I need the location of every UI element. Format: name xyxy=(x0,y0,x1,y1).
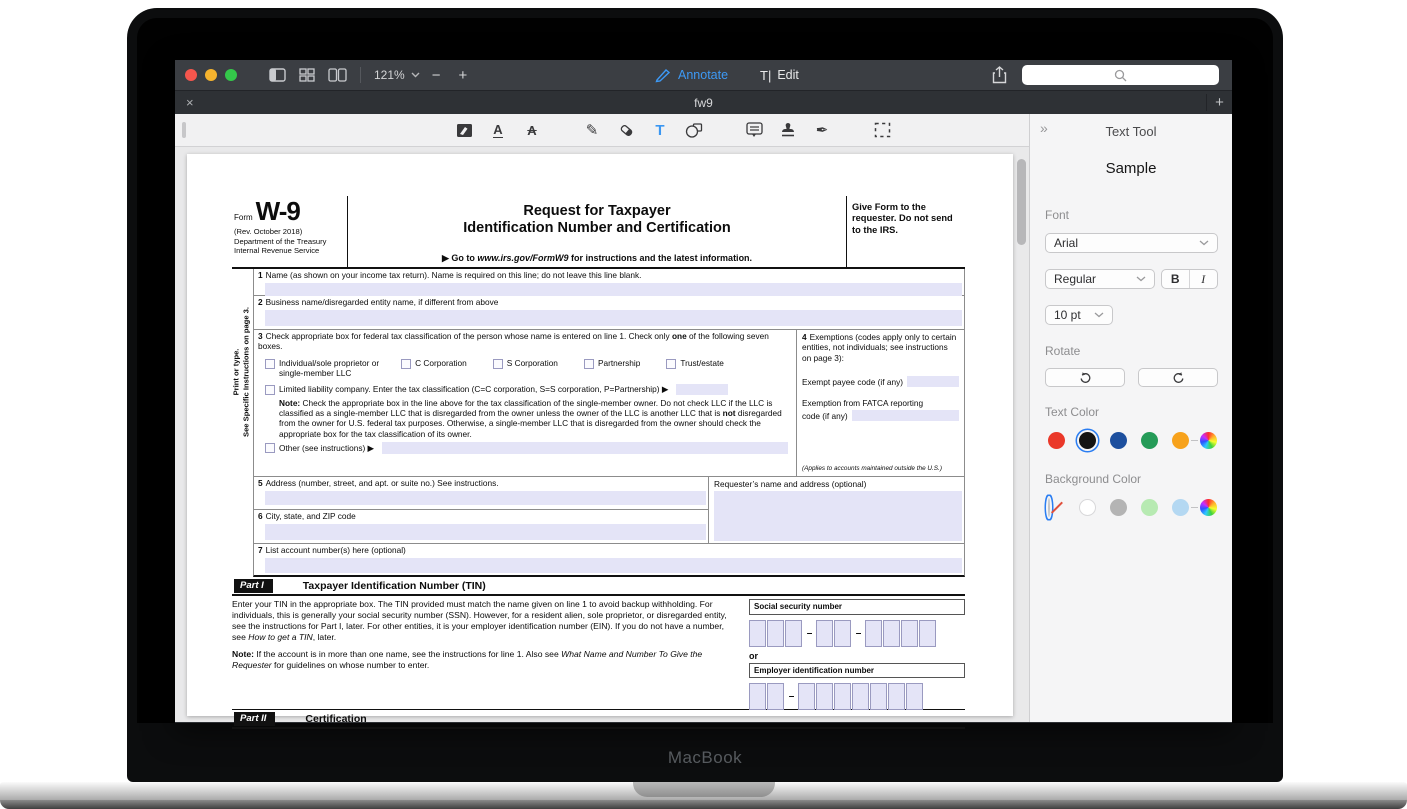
toolbar-divider xyxy=(360,67,361,83)
ssn-cells: – – xyxy=(749,620,965,647)
ein-cell[interactable] xyxy=(870,683,887,710)
trust-estate-label: Trust/estate xyxy=(680,358,724,369)
pdf-app-window xyxy=(175,60,1232,723)
requester-label: Requester’s name and address (optional) xyxy=(714,479,867,489)
macbook-screen xyxy=(137,18,1273,723)
edit-tab[interactable] xyxy=(760,68,799,83)
ein-cell[interactable] xyxy=(749,683,766,710)
requester-field[interactable] xyxy=(714,491,962,541)
font-size-select[interactable]: 10 pt xyxy=(1045,305,1113,325)
vertical-scrollbar[interactable] xyxy=(1017,159,1026,245)
macbook-base-notch xyxy=(633,782,775,797)
part2-header xyxy=(232,709,965,729)
ssn-cell[interactable] xyxy=(919,620,936,647)
shapes-tool-button[interactable] xyxy=(684,120,704,140)
partnership-checkbox[interactable] xyxy=(584,359,594,369)
pencil-icon: ✎ xyxy=(585,122,599,139)
partnership-label: Partnership xyxy=(597,358,641,369)
ssn-cell[interactable] xyxy=(865,620,882,647)
share-icon xyxy=(992,66,1007,84)
city-state-zip-field[interactable] xyxy=(265,524,706,540)
form-title-line2: Identification Number and Certification xyxy=(463,219,731,236)
individual-checkbox[interactable] xyxy=(265,359,275,369)
other-field[interactable] xyxy=(382,442,788,454)
exemptions-cell: 4 Exemptions (codes apply only to certain entities, not individuals; see instructions on page 3): Exempt payee code (if any) Exemption from FATCA reporting code (if any) (Applies to accounts maintained outside the U.S.) xyxy=(797,330,964,476)
ein-cell[interactable] xyxy=(767,683,784,710)
sidebar-title: Text Tool xyxy=(1105,124,1157,139)
exempt-payee-row xyxy=(802,376,959,387)
s-corporation-checkbox[interactable] xyxy=(493,359,503,369)
annotate-tab[interactable] xyxy=(655,68,728,82)
eraser-icon xyxy=(618,123,635,138)
ssn-cell[interactable] xyxy=(785,620,802,647)
sample-preview: Sample xyxy=(1105,160,1157,177)
exempt-payee-field[interactable] xyxy=(907,376,959,387)
text-tool-sidebar xyxy=(1029,114,1232,722)
annotation-toolbar xyxy=(175,114,1029,147)
strikeout-icon: A xyxy=(527,122,537,138)
search-icon xyxy=(1114,69,1127,82)
view-buttons xyxy=(269,68,347,82)
rotate-clockwise-icon xyxy=(1172,371,1185,384)
ein-cell[interactable] xyxy=(852,683,869,710)
ein-cell[interactable] xyxy=(906,683,923,710)
ein-cells: – xyxy=(749,683,965,710)
trust-estate-checkbox[interactable] xyxy=(666,359,676,369)
macbook-shell xyxy=(127,8,1283,782)
background-color-picker-wheel[interactable] xyxy=(1200,499,1217,516)
line1-label: Name (as shown on your income tax return). Name is required on this line; do not leave this line blank. xyxy=(265,270,642,280)
ssn-cell[interactable] xyxy=(834,620,851,647)
form-row-3-4 xyxy=(254,330,964,477)
ein-cell[interactable] xyxy=(834,683,851,710)
thumbnails-view-icon[interactable] xyxy=(299,68,315,82)
line6-label: City, state, and ZIP code xyxy=(265,511,356,521)
stamp-tool-button[interactable] xyxy=(778,120,798,140)
text-tool-button[interactable] xyxy=(650,120,670,140)
sidebar-toggle-icon[interactable] xyxy=(269,68,286,82)
macbook-base xyxy=(0,782,1407,800)
line5-label: Address (number, street, and apt. or suite no.) See instructions. xyxy=(265,478,499,488)
zoom-window-button[interactable] xyxy=(225,69,237,81)
ein-cell[interactable] xyxy=(798,683,815,710)
tab-title[interactable]: fw9 xyxy=(694,95,713,110)
background-color-blue-swatch[interactable] xyxy=(1172,499,1189,516)
underline-tool-button[interactable] xyxy=(488,120,508,140)
ssn-cell[interactable] xyxy=(767,620,784,647)
form-row-5: 5 Address (number, street, and apt. or suite no.) See instructions. xyxy=(254,477,708,510)
llc-label: Limited liability company. Enter the tax classification (C=C corporation, S=S corporation, P=Partnership) ▶ xyxy=(279,384,669,395)
exempt-payee-label: Exempt payee code (if any) xyxy=(802,376,903,387)
gutter-rotated-text xyxy=(233,269,253,476)
note-tool-button[interactable] xyxy=(744,120,764,140)
ein-cell[interactable] xyxy=(888,683,905,710)
macbook-brand-label: MacBook xyxy=(667,748,743,767)
fatca-field[interactable] xyxy=(852,410,959,421)
annotate-pen-icon xyxy=(655,68,671,82)
chevron-down-icon xyxy=(1199,240,1209,246)
llc-classification-field[interactable] xyxy=(676,384,728,395)
ssn-cell[interactable] xyxy=(816,620,833,647)
llc-checkbox[interactable] xyxy=(265,385,275,395)
fatca-label-line2: code (if any) xyxy=(802,411,848,422)
text-color-green-swatch[interactable] xyxy=(1141,432,1158,449)
form-number: W-9 xyxy=(255,196,300,226)
annotate-label: Annotate xyxy=(678,68,729,82)
w9-title-cell xyxy=(348,196,847,267)
other-checkbox[interactable] xyxy=(265,443,275,453)
signature-tool-button[interactable] xyxy=(812,120,832,140)
background-color-white-swatch[interactable] xyxy=(1079,499,1096,516)
share-button[interactable] xyxy=(992,66,1007,89)
line7-label: List account number(s) here (optional) xyxy=(265,545,406,555)
form-department: Department of the Treasury xyxy=(234,236,327,246)
part1-body xyxy=(232,596,965,709)
ssn-cell[interactable] xyxy=(883,620,900,647)
tab-bar xyxy=(175,90,1232,114)
new-tab-button[interactable]: + xyxy=(1206,94,1232,111)
or-label: or xyxy=(749,650,758,661)
rotate-right-button[interactable] xyxy=(1138,368,1218,387)
applies-note: (Applies to accounts maintained outside the U.S.) xyxy=(802,465,942,472)
pencil-tool-button[interactable] xyxy=(582,120,602,140)
classification-checkboxes xyxy=(265,358,796,379)
form-row-1: 1 Name (as shown on your income tax return). Name is required on this line; do not leave this line blank. xyxy=(254,269,964,296)
font-style-select[interactable]: Regular xyxy=(1045,269,1155,289)
bold-italic-toggle xyxy=(1161,269,1218,289)
part2-title: Certification xyxy=(305,712,367,725)
form-title-line1: Request for Taxpayer xyxy=(523,203,671,219)
strikeout-tool-button[interactable] xyxy=(522,120,542,140)
background-color-gray-swatch[interactable] xyxy=(1110,499,1127,516)
underline-icon: A xyxy=(493,121,503,137)
edit-label: Edit xyxy=(777,68,799,82)
exemptions-label: Exemptions (codes apply only to certain entities, not individuals; see instructions on page 3): xyxy=(802,332,957,363)
highlight-icon xyxy=(456,123,473,138)
ein-cell[interactable] xyxy=(816,683,833,710)
toolbar-drag-handle[interactable] xyxy=(182,122,186,138)
minimize-window-button[interactable] xyxy=(205,69,217,81)
close-window-button[interactable] xyxy=(185,69,197,81)
edit-text-icon: T| xyxy=(760,67,772,83)
ssn-cell[interactable] xyxy=(901,620,918,647)
individual-label: Individual/sole proprietor or single-member LLC xyxy=(279,358,380,379)
business-name-field[interactable] xyxy=(265,310,962,326)
ssn-cell[interactable] xyxy=(749,620,766,647)
line3-label: Check appropriate box for federal tax classification of the person whose name is entered on line 1. Check only one of the following seven boxes. xyxy=(258,331,769,351)
c-corporation-label: C Corporation xyxy=(415,358,467,369)
account-numbers-field[interactable] xyxy=(265,558,962,573)
eraser-tool-button[interactable] xyxy=(616,120,636,140)
w9-header xyxy=(232,196,965,269)
highlight-tool-button[interactable] xyxy=(454,120,474,140)
rotate-counterclockwise-icon xyxy=(1079,371,1092,384)
tab-close-button[interactable]: × xyxy=(186,95,194,110)
llc-row xyxy=(265,384,788,395)
other-label: Other (see instructions) ▶ xyxy=(279,442,374,453)
bold-button[interactable]: B xyxy=(1162,270,1190,288)
document-canvas[interactable] xyxy=(175,147,1029,725)
signature-pen-icon: ✒ xyxy=(815,122,829,139)
rotate-section-label: Rotate xyxy=(1045,344,1081,358)
s-corporation-label: S Corporation xyxy=(506,358,558,369)
selection-tool-button[interactable] xyxy=(872,120,892,140)
form-row-2: 2 Business name/disregarded entity name, if different from above xyxy=(254,296,964,330)
requester-cell xyxy=(709,477,964,543)
tax-classification-cell: 3 Check appropriate box for federal tax classification of the person whose name is entered on line 1. Check only one of the following seven boxes. Individual/sole proprietor or single-member LLC C Corporation S Corporation Partnership Trust/estate Limited liability company. Enter the tax classification (C=C corporation, S=S corporation, P=Partnership) ▶ Note: Check the appropriate box in the line above for the tax classification of the single-member owner. Do not check LLC if the LLC is classified as a single-member LLC that is disregarded from the owner unless the owner of the LLC is another LLC that is not disregarded from the owner for U.S. federal tax purposes. Otherwise, a single-member LLC that is disregarded from the owner should check the appropriate box for the tax classification of its owner. Other (see instructions) ▶ xyxy=(254,330,797,476)
c-corporation-checkbox[interactable] xyxy=(401,359,411,369)
shapes-icon xyxy=(685,123,703,138)
gutter-line1: Print or type. xyxy=(231,348,241,396)
text-tool-icon: T xyxy=(655,121,665,139)
text-color-orange-swatch[interactable] xyxy=(1172,432,1189,449)
text-color-picker-wheel[interactable] xyxy=(1200,432,1217,449)
part1-badge: Part I xyxy=(234,579,273,593)
window-toolbar xyxy=(175,60,1232,90)
chevron-down-icon xyxy=(1094,312,1104,318)
w9-form-id-cell xyxy=(232,196,348,267)
rotate-left-button[interactable] xyxy=(1045,368,1125,387)
italic-button[interactable]: I xyxy=(1201,271,1206,286)
ssn-label: Social security number xyxy=(749,599,965,615)
form-revision: (Rev. October 2018) xyxy=(234,227,303,236)
form-row-6: 6 City, state, and ZIP code xyxy=(254,510,708,543)
text-color-red-swatch[interactable] xyxy=(1048,432,1065,449)
font-section-label: Font xyxy=(1045,208,1070,222)
font-family-select[interactable]: Arial xyxy=(1045,233,1218,253)
zoom-in-button[interactable]: + xyxy=(458,66,468,84)
two-page-view-icon[interactable] xyxy=(328,68,347,82)
background-color-green-swatch[interactable] xyxy=(1141,499,1158,516)
fatca-label-line1: Exemption from FATCA reporting xyxy=(802,398,924,409)
form-goto-line: ▶ Go to www.irs.gov/FormW9 for instructions and the latest information. xyxy=(441,253,753,263)
collapse-sidebar-button[interactable]: » xyxy=(1040,120,1048,136)
swatch-separator xyxy=(1191,507,1198,508)
name-field[interactable] xyxy=(265,283,962,296)
comment-icon xyxy=(746,122,763,138)
part1-title: Taxpayer Identification Number (TIN) xyxy=(302,579,486,592)
gutter-line2: See Specific Instructions on page 3. xyxy=(241,307,251,437)
form-row-7: 7 List account number(s) here (optional) xyxy=(254,544,964,575)
background-color-section-label: Background Color xyxy=(1045,472,1142,486)
zoom-out-button[interactable]: − xyxy=(431,66,441,84)
stamp-icon xyxy=(780,122,796,138)
give-form-note: Give Form to the requester. Do not send to the IRS. xyxy=(852,202,953,235)
part1-header xyxy=(232,577,965,596)
address-field[interactable] xyxy=(265,491,706,505)
selection-marquee-icon xyxy=(874,122,891,138)
ein-label: Employer identification number xyxy=(749,663,965,679)
llc-note: Note: Check the appropriate box in the line above for the tax classification of the single-member owner. Do not check LLC if the LLC is classified as a single-member LLC that is disregarded from the owner unless the owner of the LLC is another LLC that is not disregarded from the owner for U.S. federal tax purposes. Otherwise, a single-member LLC that is disregarded from the owner should check the appropriate box for the tax classification of its owner. xyxy=(279,397,782,439)
form-word: Form xyxy=(234,213,253,222)
part2-badge: Part II xyxy=(234,712,275,726)
tin-boxes xyxy=(740,599,965,709)
other-row xyxy=(265,442,788,454)
line2-label: Business name/disregarded entity name, if different from above xyxy=(265,297,499,307)
zoom-level-label[interactable]: 121% xyxy=(374,68,405,82)
chevron-down-icon xyxy=(1136,276,1146,282)
form-service: Internal Revenue Service xyxy=(234,245,320,255)
text-color-section-label: Text Color xyxy=(1045,405,1100,419)
document-area xyxy=(175,114,1029,725)
swatch-separator xyxy=(1191,440,1198,441)
chevron-down-icon xyxy=(411,72,420,78)
part1-instructions: Enter your TIN in the appropriate box. The TIN provided must match the name given on line 1 to avoid backup withholding. For individuals, this is generally your social security number (SSN). However, for a resident alien, sole proprietor, or disregarded entity, see the instructions for Part I, later. For other entities, it is your employer identification number (EIN). If you do not have a number, see How to get a TIN, later. Note: If the account is in more than one name, see the instructions for line 1. Also see What Name and Number To Give the Requester for guidelines on whose number to enter. xyxy=(232,599,727,670)
macbook-base-edge xyxy=(0,800,1407,809)
text-color-blue-swatch[interactable] xyxy=(1110,432,1127,449)
background-color-none-swatch[interactable] xyxy=(1048,498,1050,517)
text-color-black-swatch[interactable] xyxy=(1079,432,1096,449)
form-row-5-6 xyxy=(254,477,964,544)
w9-page xyxy=(187,154,1013,725)
fatca-row xyxy=(802,398,959,421)
w9-body xyxy=(231,269,965,577)
search-input[interactable] xyxy=(1022,65,1219,85)
form-goto-url: www.irs.gov/FormW9 xyxy=(477,253,569,263)
